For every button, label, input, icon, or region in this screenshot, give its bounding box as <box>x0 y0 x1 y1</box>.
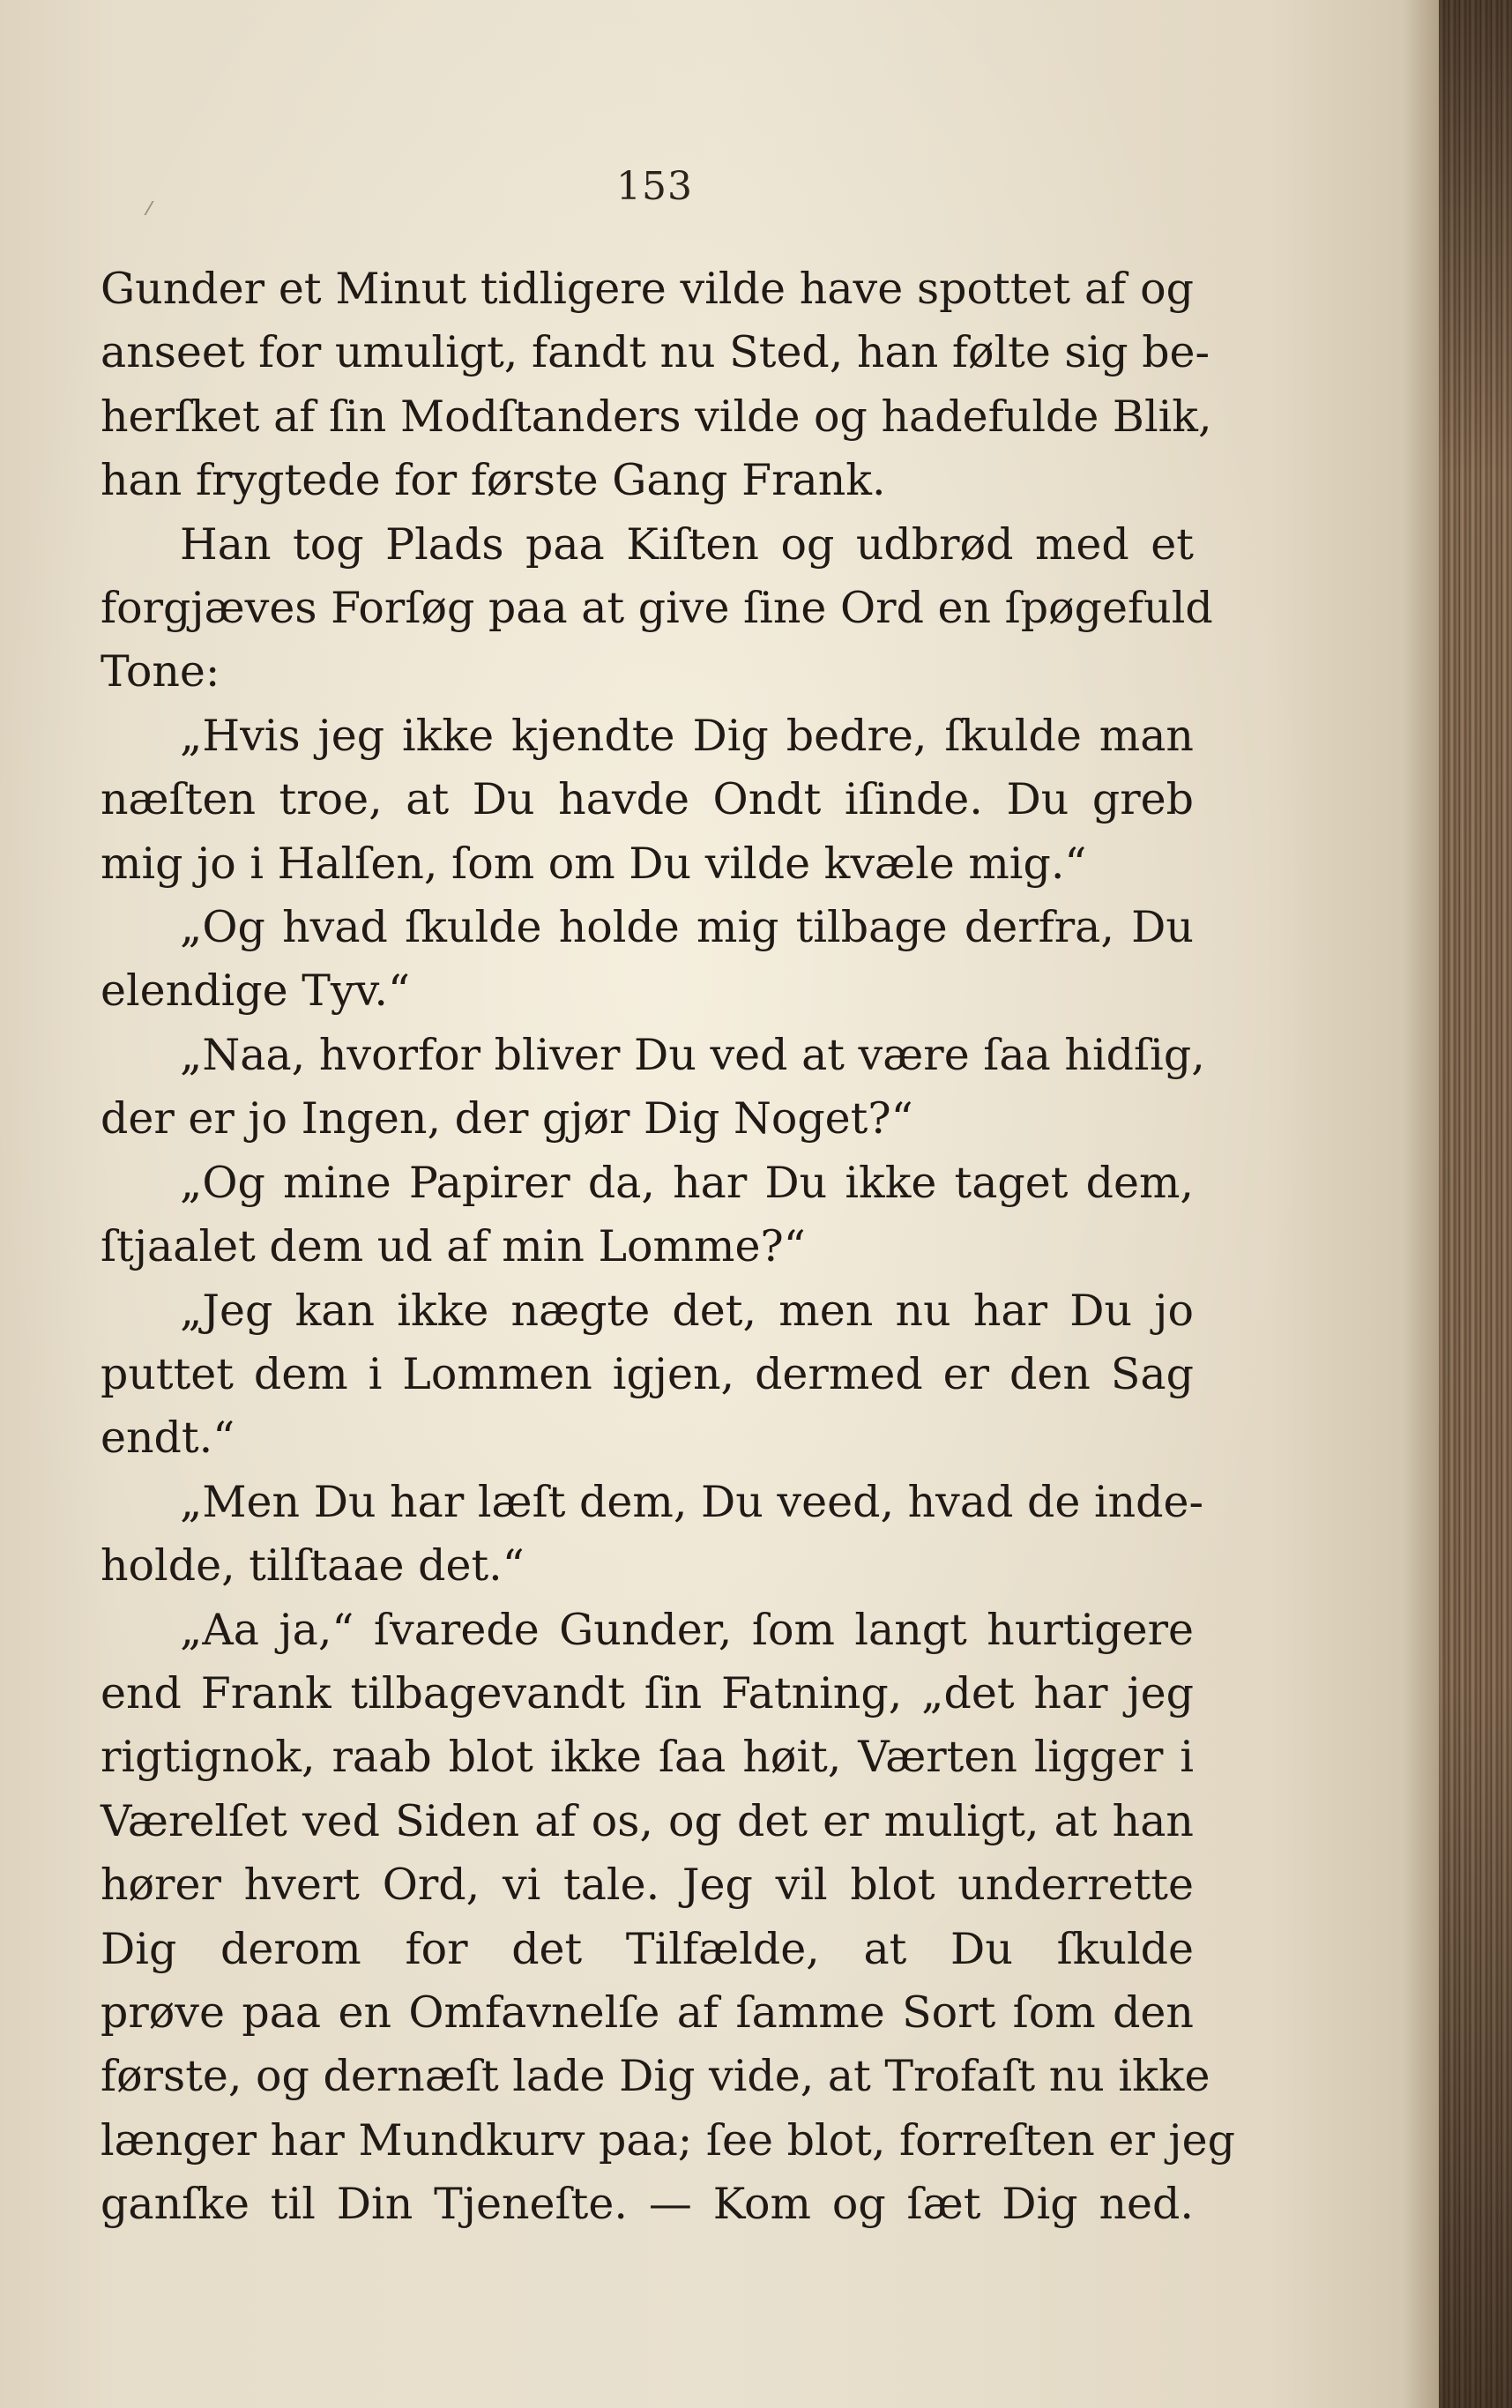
text-line: puttet dem i Lommen igjen, dermed er den Sag <box>101 1348 1194 1399</box>
text-line: Dig derom for det Tilfælde, at Du ſkulde <box>101 1923 1194 1974</box>
text-line: der er jo Ingen, der gjør Dig Noget?“ <box>101 1093 913 1144</box>
spine-shadow <box>1439 0 1512 2408</box>
text-line: rigtignok, raab blot ikke ſaa høit, Værten ligger i <box>101 1732 1194 1783</box>
text-line: „Og hvad ſkulde holde mig tilbage derfra, Du <box>180 902 1194 953</box>
text-line: „Jeg kan ikke nægte det, men nu har Du jo <box>180 1285 1194 1336</box>
text-line: „Og mine Papirer da, har Du ikke taget dem, <box>180 1157 1194 1208</box>
text-line: „Aa ja,“ ſvarede Gunder, ſom langt hurtigere <box>180 1604 1194 1655</box>
text-line: Han tog Plads paa Kiſten og udbrød med et <box>180 518 1194 570</box>
text-line: „Men Du har læſt dem, Du veed, hvad de inde- <box>180 1476 1204 1527</box>
text-line: „Hvis jeg ikke kjendte Dig bedre, ſkulde man <box>180 710 1194 761</box>
text-line: „Naa, hvorfor bliver Du ved at være ſaa hidſig, <box>180 1029 1205 1080</box>
text-line: ganſke til Din Tjeneſte. — Kom og ſæt Dig ned. <box>101 2179 1194 2230</box>
text-line: prøve paa en Omfavnelſe af ſamme Sort ſom den <box>101 1987 1194 2038</box>
page-number: 153 <box>616 164 693 209</box>
text-line: næſten troe, at Du havde Ondt iſinde. Du greb <box>101 774 1194 825</box>
text-line: forgjæves Forſøg paa at give ſine Ord en ſpøgefuld <box>101 583 1213 634</box>
text-line: anseet for umuligt, fandt nu Sted, han følte sig be- <box>101 327 1210 378</box>
text-line: mig jo i Halſen, ſom om Du vilde kvæle mig.“ <box>101 838 1087 889</box>
text-line: Gunder et Minut tidligere vilde have spottet af og <box>101 264 1194 314</box>
text-line: Værelſet ved Siden af os, og det er muligt, at han <box>101 1795 1194 1846</box>
text-line: endt.“ <box>101 1413 235 1464</box>
text-line: Tone: <box>101 646 220 697</box>
body-text <box>101 257 1235 2237</box>
text-line: elendige Tyv.“ <box>101 965 411 1017</box>
text-line: ſtjaalet dem ud af min Lomme?“ <box>101 1221 806 1272</box>
text-line: første, og dernæſt lade Dig vide, at Trofaſt nu ikke <box>101 2051 1210 2102</box>
text-line: hører hvert Ord, vi tale. Jeg vil blot underrette <box>101 1860 1194 1911</box>
text-line: længer har Mundkurv paa; ſee blot, forreſten er jeg <box>101 2114 1235 2166</box>
text-line: han frygtede for første Gang Frank. <box>101 455 886 506</box>
text-line: end Frank tilbagevandt ſin Fatning, „det har jeg <box>101 1667 1194 1718</box>
text-line: holde, tilſtaae det.“ <box>101 1540 525 1592</box>
text-line: herſket af ſin Modſtanders vilde og hadefulde Blik, <box>101 391 1212 442</box>
